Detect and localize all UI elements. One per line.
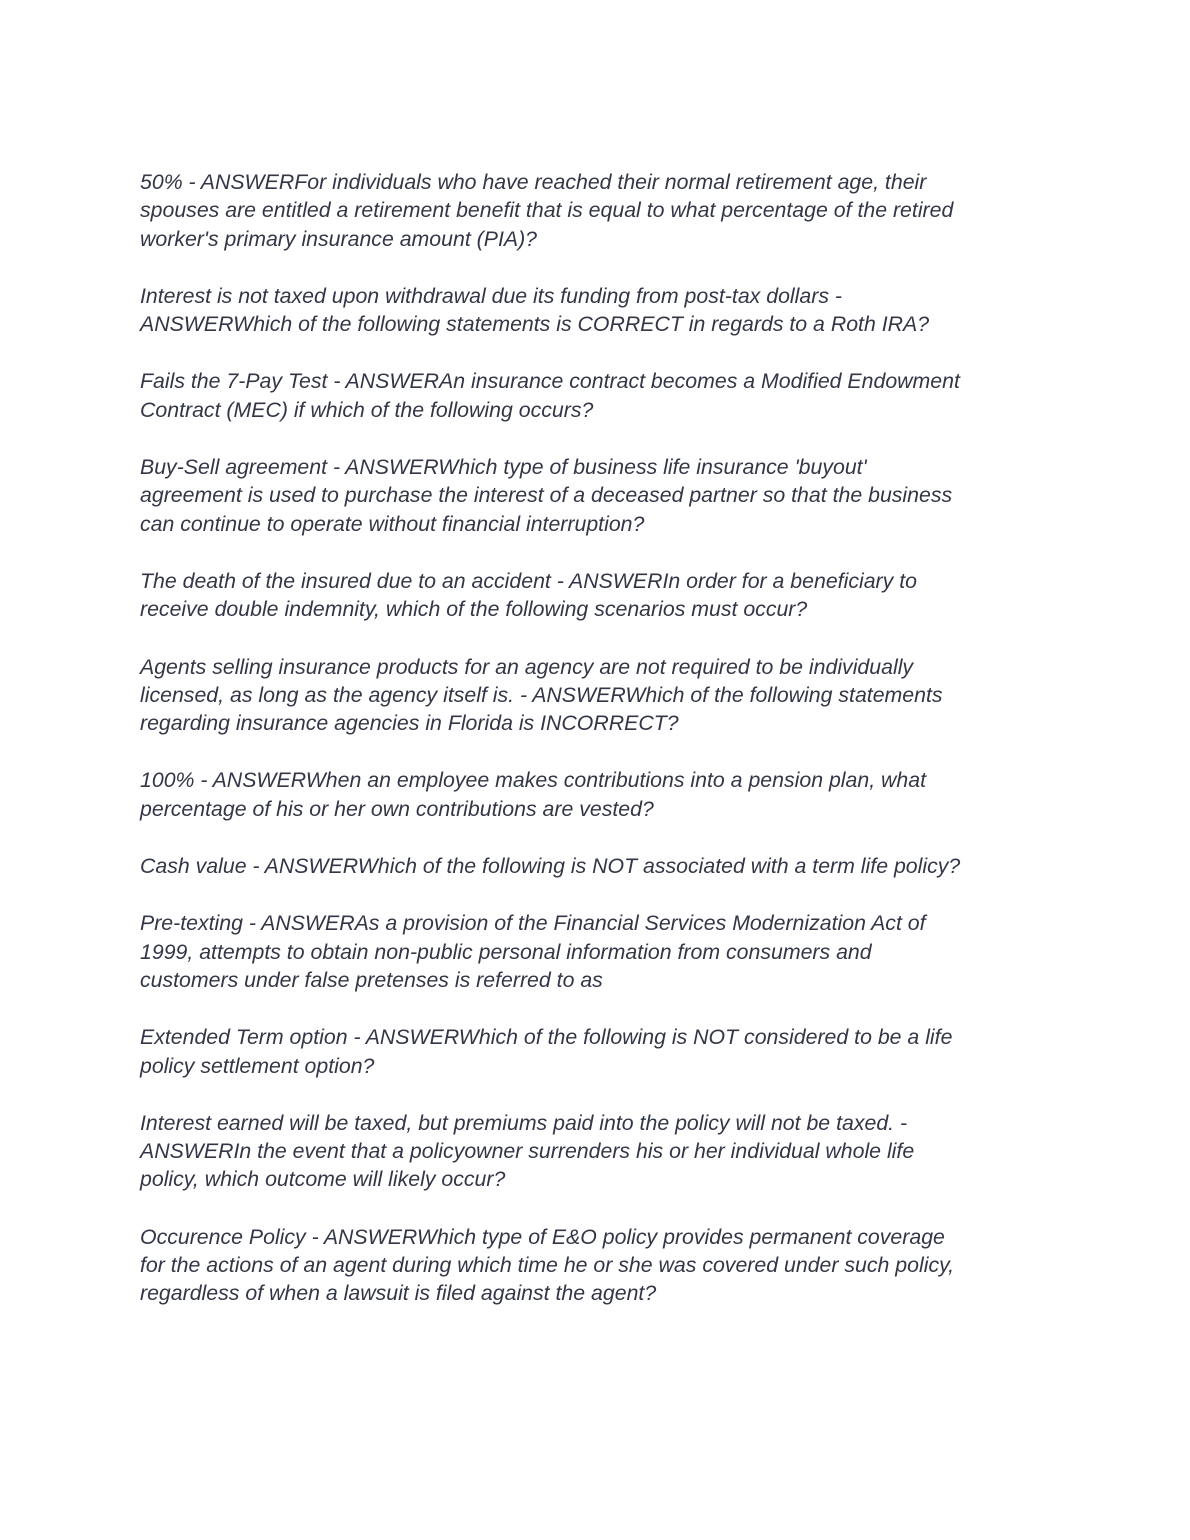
qa-entry: Interest earned will be taxed, but premiums paid into the policy will not be taxed. - ANSWERIn the event that a policyowner surrenders his or her individual whole life policy, which outcome will likely occur? xyxy=(140,1110,915,1192)
qa-entry: Cash value - ANSWERWhich of the following is NOT associated with a term life policy? xyxy=(140,854,961,879)
qa-entry: Occurence Policy - ANSWERWhich type of E&O policy provides permanent coverage for the actions of an agent during which time he or she was covered under such policy, regardless of when a lawsuit is filed against the agent? xyxy=(140,1224,955,1306)
qa-entry: Fails the 7-Pay Test - ANSWERAn insurance contract becomes a Modified Endowment Contract (MEC) if which of the following occurs? xyxy=(140,369,960,422)
qa-entry: Extended Term option - ANSWERWhich of the following is NOT considered to be a life policy settlement option? xyxy=(140,1025,953,1078)
qa-entry: 50% - ANSWERFor individuals who have reached their normal retirement age, their spouses are entitled a retirement benefit that is equal to what percentage of the retired worker's primary insurance amount (PIA)? xyxy=(140,170,954,251)
qa-entry: Interest is not taxed upon withdrawal due its funding from post-tax dollars - ANSWERWhich of the following statements is CORRECT in regards to a Roth IRA? xyxy=(140,283,930,337)
qa-entry: Agents selling insurance products for an agency are not required to be individually licensed, as long as the agency itself is. - ANSWERWhich of the following statements regarding insurance agencies in Florida is INCORRECT? xyxy=(140,654,943,736)
qa-list xyxy=(140,168,1050,1337)
qa-entry: Buy-Sell agreement - ANSWERWhich type of business life insurance 'buyout' agreement is used to purchase the interest of a deceased partner so that the business can continue to operate without financial interruption? xyxy=(140,455,953,536)
qa-entry: Pre-texting - ANSWERAs a provision of the Financial Services Modernization Act of 1999, attempts to obtain non-public personal information from consumers and customers under false pretenses is referred to as xyxy=(140,911,926,992)
qa-entry: The death of the insured due to an accident - ANSWERIn order for a beneficiary to receive double indemnity, which of the following scenarios must occur? xyxy=(140,568,917,622)
qa-entry: 100% - ANSWERWhen an employee makes contributions into a pension plan, what percentage of his or her own contributions are vested? xyxy=(140,768,927,821)
